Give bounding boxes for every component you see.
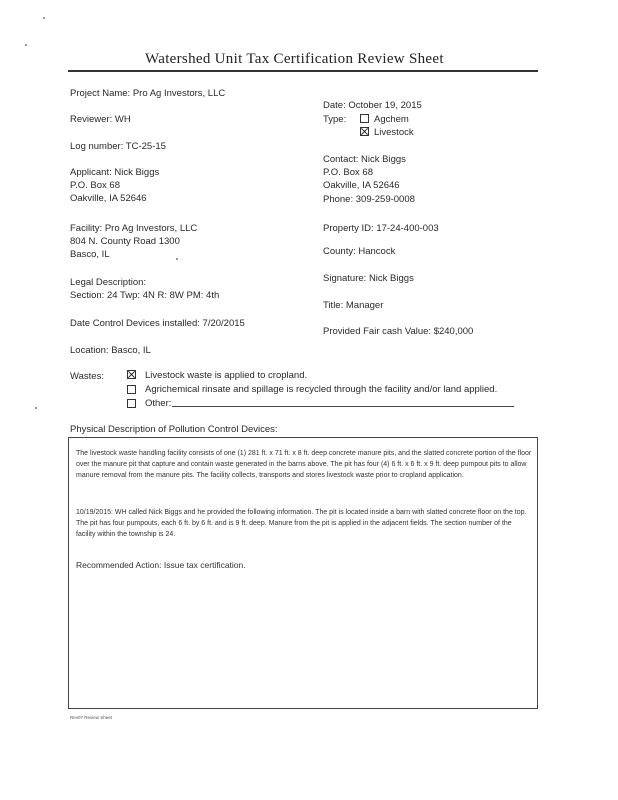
applicant-line-1: Applicant: Nick Biggs bbox=[70, 167, 160, 178]
applicant-line-3: Oakville, IA 52646 bbox=[70, 193, 147, 204]
title-rule bbox=[68, 70, 538, 72]
physical-description-heading: Physical Description of Pollution Control Devices: bbox=[70, 424, 278, 435]
scan-speck bbox=[176, 258, 178, 260]
recommended-action: Recommended Action: Issue tax certification. bbox=[76, 560, 246, 570]
applicant-line-2: P.O. Box 68 bbox=[70, 180, 120, 191]
description-paragraph-2: 10/19/2015: WH called Nick Biggs and he provided the following information. The pit is located inside a barn with slatted concrete floor on the top. The pit has four pumpouts, each 6 ft. by 6 ft. and is 9 ft. deep. Manure from the pit is applied in the adjacent fields. The section number of the facility within the township is 24. bbox=[76, 509, 527, 538]
title-field: Title: Manager bbox=[323, 300, 384, 311]
agchem-label: Agchem bbox=[374, 114, 409, 125]
scan-speck bbox=[35, 407, 37, 409]
reviewer: Reviewer: WH bbox=[70, 114, 131, 125]
wastes-label: Wastes: bbox=[70, 371, 104, 382]
agrichemical-label: Agrichemical rinsate and spillage is recycled through the facility and/or land applied. bbox=[145, 384, 498, 395]
county: County: Hancock bbox=[323, 246, 396, 257]
legal-description-value: Section: 24 Twp: 4N R: 8W PM: 4th bbox=[70, 290, 220, 301]
location: Location: Basco, IL bbox=[70, 345, 151, 356]
log-number: Log number: TC-25-15 bbox=[70, 141, 166, 152]
livestock-waste-label: Livestock waste is applied to cropland. bbox=[145, 370, 308, 381]
contact-line-1: Contact: Nick Biggs bbox=[323, 154, 406, 165]
footer-label: Rev07 Review Sheet bbox=[70, 715, 113, 720]
signature: Signature: Nick Biggs bbox=[323, 273, 414, 284]
legal-description-label: Legal Description: bbox=[70, 277, 147, 288]
description-paragraph-1: The livestock waste handling facility consists of one (1) 281 ft. x 71 ft. x 8 ft. deep concrete manure pits, and the slatted concrete portion of the floor over the manure pit that capture and contain waste generated in the barns above. The pit has four (4) 6 ft. x 6 ft. x 9 ft. deep pumpout pits to allow manure removal from the manure pits. The facility collects, transports and stores livestock waste prior to cropland application. bbox=[76, 450, 532, 479]
scan-speck bbox=[25, 44, 27, 46]
agchem-checkbox[interactable] bbox=[360, 114, 369, 123]
property-id: Property ID: 17-24-400-003 bbox=[323, 223, 439, 234]
contact-line-3: Oakville, IA 52646 bbox=[323, 180, 400, 191]
facility-line-3: Basco, IL bbox=[70, 249, 110, 260]
type-label: Type: bbox=[323, 114, 347, 125]
control-devices-date: Date Control Devices installed: 7/20/2015 bbox=[70, 318, 245, 329]
project-name: Project Name: Pro Ag Investors, LLC bbox=[70, 88, 226, 99]
fair-cash-value: Provided Fair cash Value: $240,000 bbox=[323, 326, 474, 337]
page-title: Watershed Unit Tax Certification Review Sheet bbox=[145, 51, 444, 67]
facility-line-2: 804 N. County Road 1300 bbox=[70, 236, 180, 247]
facility-line-1: Facility: Pro Ag Investors, LLC bbox=[70, 223, 198, 234]
contact-phone: Phone: 309-259-0008 bbox=[323, 194, 415, 205]
livestock-label: Livestock bbox=[374, 127, 414, 138]
livestock-waste-checkbox[interactable] bbox=[127, 370, 136, 379]
livestock-checkbox[interactable] bbox=[360, 127, 369, 136]
agrichemical-checkbox[interactable] bbox=[127, 385, 136, 394]
other-underline bbox=[172, 406, 514, 407]
scan-speck bbox=[43, 17, 45, 19]
other-checkbox[interactable] bbox=[127, 399, 136, 408]
date: Date: October 19, 2015 bbox=[323, 100, 422, 111]
other-label: Other: bbox=[145, 398, 172, 409]
contact-line-2: P.O. Box 68 bbox=[323, 167, 373, 178]
